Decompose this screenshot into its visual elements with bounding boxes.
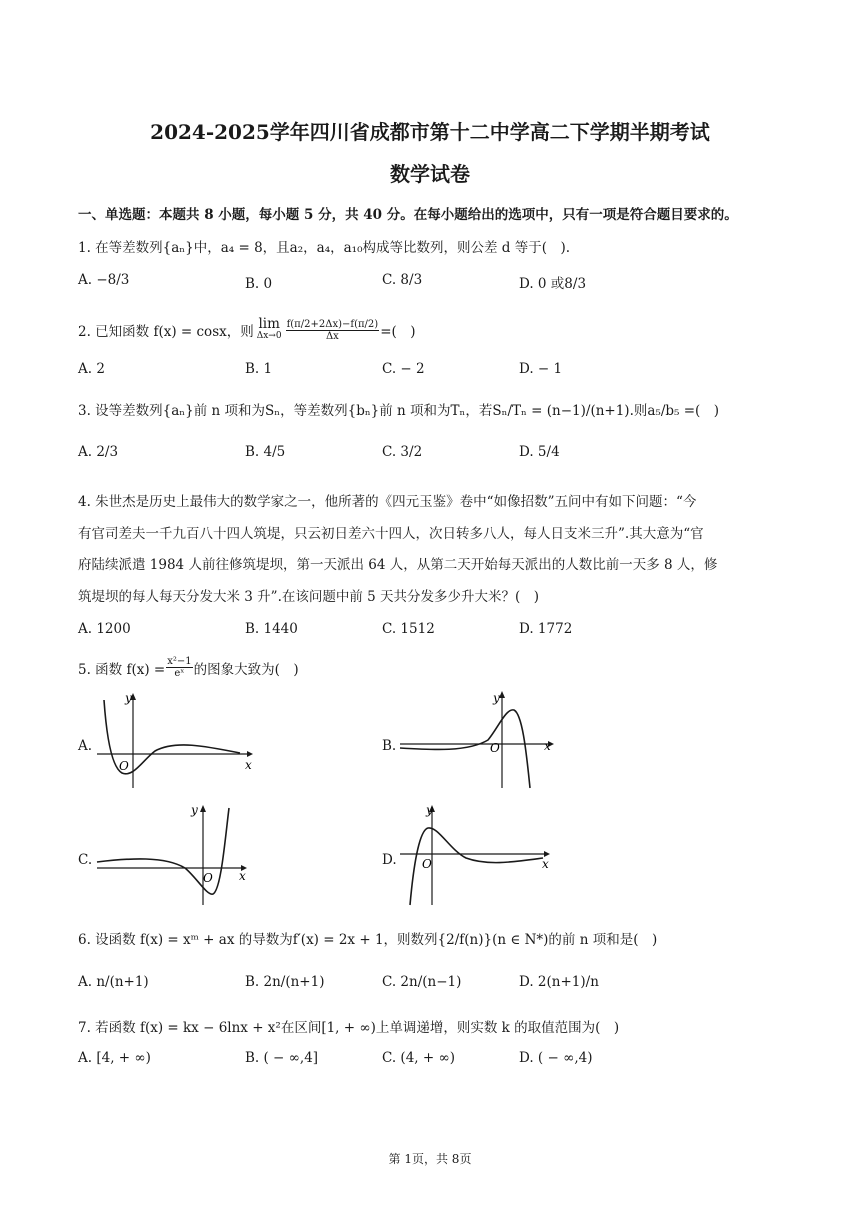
q2-fraction	[286, 319, 380, 342]
q4-option-a: A. 1200	[78, 621, 131, 637]
q2-option-a: A. 2	[78, 361, 105, 377]
question-5-stem	[78, 656, 299, 679]
q5-fraction	[166, 656, 192, 679]
graph-b-y-arrow	[499, 691, 505, 698]
graph-a-x-arrow	[247, 751, 253, 757]
graph-b-x-label: x	[544, 739, 551, 753]
q2-option-b: B. 1	[245, 361, 273, 377]
graph-a-origin-label: O	[119, 759, 129, 773]
q6-option-a: A. n/(n+1)	[78, 974, 149, 990]
q3-option-d: D. 5/4	[519, 444, 560, 460]
q1-option-b: B. 0	[245, 276, 273, 292]
q2-stem-prefix: 2. 已知函数 f(x) = cosx，则	[78, 324, 254, 340]
q6-option-b: B. 2n/(n+1)	[245, 974, 325, 990]
q4-option-c: C. 1512	[382, 621, 435, 637]
q5-option-d: D.	[382, 852, 397, 868]
q2-option-c: C. − 2	[382, 361, 425, 377]
q6-option-c: C. 2n/(n−1)	[382, 974, 462, 990]
page-title: 2024-2025学年四川省成都市第十二中学高二下学期半期考试	[150, 120, 710, 144]
question-4-line-3: 府陆续派遣 1984 人前往修筑堤坝，第一天派出 64 人，从第二天开始每天派出的人数比前一天多 8 人，修	[78, 557, 718, 573]
graph-c-origin-label: O	[203, 871, 213, 885]
q5-graph-d	[398, 800, 563, 910]
q5-graph-c	[95, 800, 260, 910]
question-1-stem: 1. 在等差数列{aₙ}中，a₄ = 8，且a₂，a₄，a₁₀构成等比数列，则公差 d 等于( ).	[78, 240, 571, 256]
q5-fraction-numerator: x²−1	[167, 656, 192, 667]
q3-option-b: B. 4/5	[245, 444, 286, 460]
q7-option-b: B. ( − ∞,4]	[245, 1050, 319, 1066]
graph-a-y-label: y	[125, 691, 132, 705]
question-7-stem: 7. 若函数 f(x) = kx − 6lnx + x²在区间[1, + ∞)上单调递增，则实数 k 的取值范围为( )	[78, 1020, 620, 1036]
q7-option-d: D. ( − ∞,4)	[519, 1050, 593, 1066]
graph-b-curve	[400, 710, 530, 788]
q4-option-b: B. 1440	[245, 621, 298, 637]
graph-c-x-label: x	[239, 869, 246, 883]
q1-option-a: A. −8/3	[78, 272, 130, 288]
graph-c-y-label: y	[191, 803, 198, 817]
question-6-stem: 6. 设函数 f(x) = xᵐ + ax 的导数为f′(x) = 2x + 1，则数列{2/f(n)}(n ∈ N*)的前 n 项和是( )	[78, 932, 658, 948]
graph-c-y-arrow	[200, 805, 206, 812]
graph-d-y-label: y	[426, 803, 433, 817]
graph-a-x-label: x	[245, 758, 252, 772]
page-footer: 第 1页，共 8页	[388, 1152, 472, 1166]
q2-fraction-numerator: f(π/2+2Δx)−f(π/2)	[286, 318, 379, 330]
question-4-line-4: 筑堤坝的每人每天分发大米 3 升”.在该问题中前 5 天共分发多少升大米？( )	[78, 589, 540, 605]
graph-d-origin-label: O	[422, 857, 432, 871]
q6-option-d: D. 2(n+1)/n	[519, 974, 599, 990]
q5-graph-b	[398, 688, 563, 793]
q1-option-d: D. 0 或8/3	[519, 276, 587, 292]
question-3-stem: 3. 设等差数列{aₙ}前 n 项和为Sₙ，等差数列{bₙ}前 n 项和为Tₙ，若Sₙ/Tₙ = (n−1)/(n+1).则a₅/b₅ =( )	[78, 403, 720, 419]
q3-option-c: C. 3/2	[382, 444, 423, 460]
q5-fraction-denominator: eˣ	[174, 668, 185, 679]
question-2-stem	[78, 318, 416, 342]
q5-option-b: B.	[382, 738, 397, 754]
q2-fraction-denominator: Δx	[325, 330, 339, 342]
q5-stem-suffix: 的图象大致为( )	[193, 661, 299, 678]
q2-limit-label: lim	[258, 316, 280, 332]
q5-graph-a	[95, 688, 260, 793]
page-subtitle: 数学试卷	[390, 162, 470, 186]
graph-b-y-label: y	[493, 691, 500, 705]
q7-option-a: A. [4, + ∞)	[78, 1050, 151, 1066]
question-4-line-2: 有官司差夫一千九百八十四人筑堤，只云初日差六十四人，次日转多八人，每人日支米三升”.其大意为“官	[78, 526, 704, 542]
q2-stem-suffix: =( )	[380, 324, 416, 340]
q2-option-d: D. − 1	[519, 361, 563, 377]
section-heading: 一、单选题：本题共 8 小题，每小题 5 分，共 40 分。在每小题给出的选项中，只有一项是符合题目要求的。	[78, 207, 738, 223]
graph-b-origin-label: O	[490, 741, 500, 755]
q5-option-c: C.	[78, 852, 93, 868]
q3-option-a: A. 2/3	[78, 444, 119, 460]
q1-option-c: C. 8/3	[382, 272, 423, 288]
q2-limit	[257, 318, 282, 342]
q7-option-c: C. (4, + ∞)	[382, 1050, 455, 1066]
question-4-line-1: 4. 朱世杰是历史上最伟大的数学家之一，他所著的《四元玉鉴》卷中“如像招数”五问中有如下问题：“今	[78, 494, 697, 510]
q5-option-a: A.	[78, 738, 93, 754]
graph-d-x-label: x	[542, 857, 549, 871]
q2-limit-sub: Δx→0	[256, 331, 282, 341]
q5-stem-prefix: 5. 函数 f(x) =	[78, 661, 166, 678]
q4-option-d: D. 1772	[519, 621, 573, 637]
